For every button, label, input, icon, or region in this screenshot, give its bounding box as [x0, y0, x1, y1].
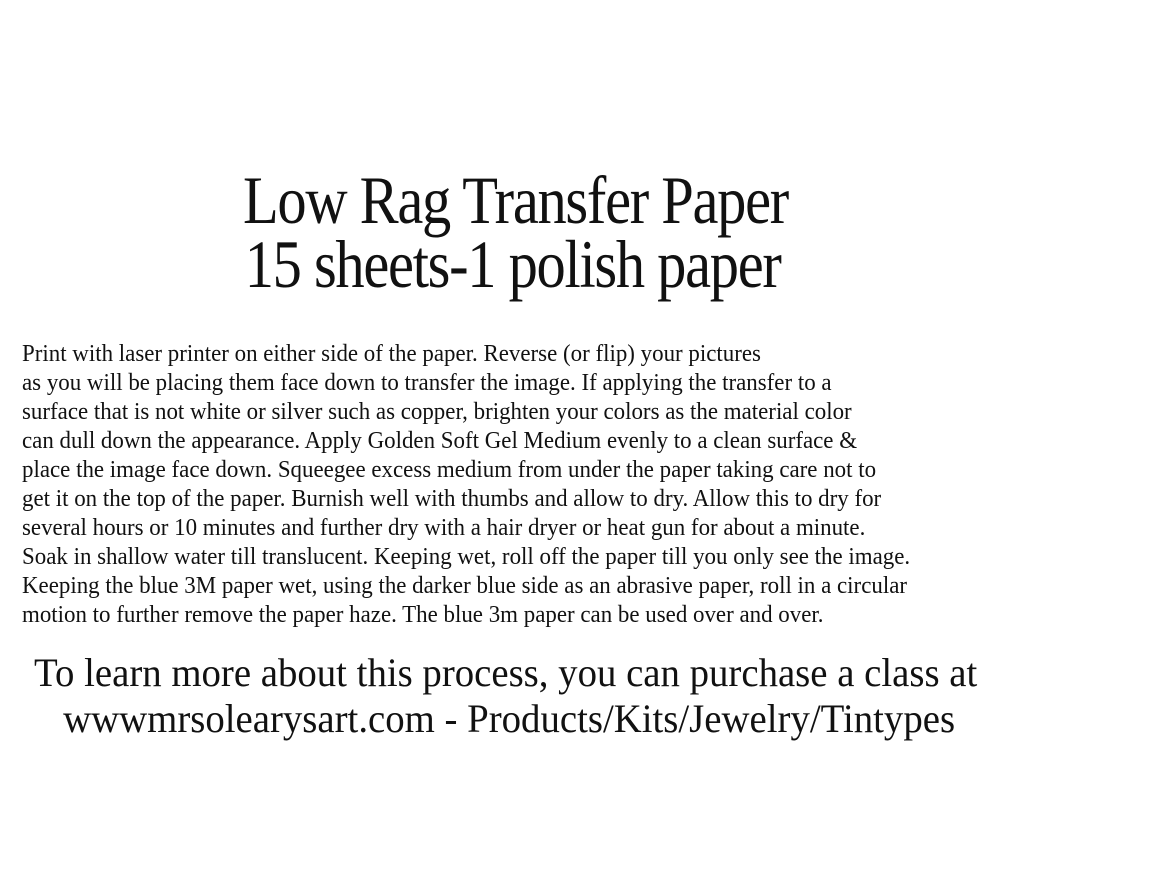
instruction-line: Soak in shallow water till translucent. Keeping wet, roll off the paper till you only see the image.: [22, 544, 911, 570]
instruction-line: Keeping the blue 3M paper wet, using the darker blue side as an abrasive paper, roll in a circular: [22, 573, 908, 599]
instruction-line: as you will be placing them face down to transfer the image. If applying the transfer to a: [22, 370, 832, 396]
instruction-line: can dull down the appearance. Apply Golden Soft Gel Medium evenly to a clean surface &: [22, 428, 858, 454]
instruction-line: several hours or 10 minutes and further dry with a hair dryer or heat gun for about a minute.: [22, 515, 866, 541]
footer-note: [34, 650, 1154, 742]
page-title: Low Rag Transfer Paper: [243, 162, 788, 238]
class-info-text: To learn more about this process, you can purchase a class at: [34, 650, 978, 695]
instruction-line: get it on the top of the paper. Burnish well with thumbs and allow to dry. Allow this to dry for: [22, 486, 882, 512]
instructions-paragraph: [22, 340, 1162, 630]
title-block: [243, 162, 883, 302]
website-text: wwwmrsolearysart.com - Products/Kits/Jewelry/Tintypes: [63, 696, 956, 741]
instruction-line: motion to further remove the paper haze. The blue 3m paper can be used over and over.: [22, 602, 824, 628]
instruction-line: Print with laser printer on either side of the paper. Reverse (or flip) your pictures: [22, 341, 761, 367]
instruction-line: place the image face down. Squeegee excess medium from under the paper taking care not to: [22, 457, 877, 483]
page-subtitle: 15 sheets-1 polish paper: [244, 226, 781, 302]
instruction-line: surface that is not white or silver such as copper, brighten your colors as the material color: [22, 399, 852, 425]
